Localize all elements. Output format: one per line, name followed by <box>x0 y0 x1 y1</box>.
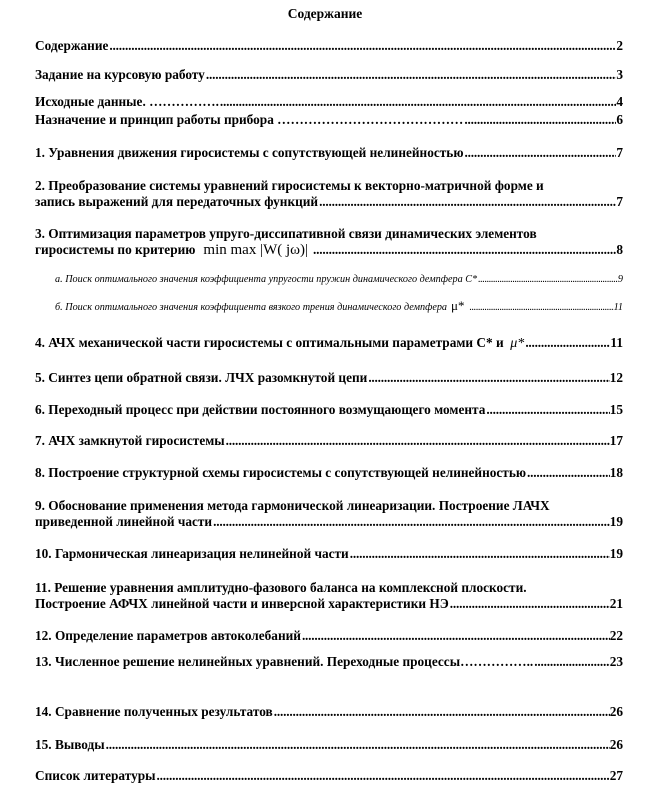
dot-leader <box>526 465 610 481</box>
toc-entry-page: 7 <box>616 194 623 209</box>
toc-entry-text: 12. Определение параметров автоколебаний <box>35 628 301 643</box>
dot-leader <box>469 301 614 315</box>
dot-leader <box>105 737 610 753</box>
toc-entry <box>35 704 623 720</box>
toc-entry <box>35 498 623 530</box>
dot-leader <box>449 596 610 612</box>
dot-leader <box>225 433 610 449</box>
criterion-formula: min max |W( jω)| <box>203 242 309 258</box>
toc-entry-page: 2 <box>616 38 623 53</box>
dot-leader <box>212 514 610 530</box>
toc-entry-text: 1. Уравнения движения гиросистемы с сопутствующей нелинейностью <box>35 145 464 160</box>
toc-entry <box>35 402 623 418</box>
toc-entry-text: 5. Синтез цепи обратной связи. ЛЧХ разомкнутой цепи <box>35 370 368 385</box>
toc-entry-page: 26 <box>609 704 623 719</box>
toc-entry-text: гиросистемы по критерию <box>35 242 196 257</box>
toc-entry-page: 9 <box>617 274 623 285</box>
toc-entry <box>35 178 623 210</box>
toc-entry-text: 13. Численное решение нелинейных уравнений. Переходные процессы…………….. <box>35 654 534 669</box>
dot-leader <box>524 335 610 351</box>
dot-leader <box>156 768 610 784</box>
toc-entry-text: приведенной линейной части <box>35 514 213 529</box>
toc-entry-page: 7 <box>616 145 623 160</box>
toc-entry-text: Исходные данные. ……………. <box>35 94 219 109</box>
dot-leader <box>312 242 616 258</box>
toc-entry-page: 21 <box>609 596 623 611</box>
page-title: Содержание <box>287 6 363 21</box>
toc-entry <box>35 433 623 449</box>
toc-entry <box>35 94 623 110</box>
toc-entry-page: 3 <box>616 67 623 82</box>
mu-symbol: μ* <box>510 336 525 351</box>
toc-entry <box>35 38 623 54</box>
toc-entry <box>35 67 623 83</box>
toc-entry-text: 6. Переходный процесс при действии постоянного возмущающего момента <box>35 402 486 417</box>
toc-entry-page: 12 <box>609 370 623 385</box>
toc-entry-text: 14. Сравнение полученных результатов <box>35 704 273 719</box>
dot-leader <box>301 628 610 644</box>
toc-entry <box>35 546 623 562</box>
toc-entry-text: Назначение и принцип работы прибора …………………………………… <box>35 112 464 127</box>
toc-entry-text: б. Поиск оптимального значения коэффициента вязкого трения динамического демпфера <box>55 302 448 313</box>
dot-leader <box>367 370 609 386</box>
toc-entry-text: 4. АЧХ механической части гиросистемы с оптимальными параметрами С* и <box>35 335 504 350</box>
dot-leader <box>108 38 616 54</box>
toc-entry-text: Задание на курсовую работу <box>35 67 205 82</box>
toc-entry-text: а. Поиск оптимального значения коэффициента упругости пружин динамического демпфера С* <box>55 274 478 285</box>
toc-entry-page: 26 <box>609 737 623 752</box>
dot-leader <box>477 273 618 287</box>
toc-subentry <box>55 273 623 287</box>
dot-leader <box>273 704 610 720</box>
toc-entry-text: 8. Построение структурной схемы гиросистемы с сопутствующей нелинейностью <box>35 465 527 480</box>
toc-entry <box>35 226 623 258</box>
toc-entry-text: 7. АЧХ замкнутой гиросистемы <box>35 433 225 448</box>
toc-entry <box>35 370 623 386</box>
toc-entry-page: 27 <box>609 768 623 783</box>
dot-leader <box>205 67 617 83</box>
dot-leader <box>485 402 609 418</box>
toc-entry-text: 10. Гармоническая линеаризация нелинейной части <box>35 546 349 561</box>
toc-entry <box>35 465 623 481</box>
toc-entry-page: 19 <box>609 546 623 561</box>
toc-entry-text-line1: 9. Обоснование применения метода гармонической линеаризации. Построение ЛАЧХ <box>35 498 550 513</box>
toc-entry-text: Список литературы <box>35 768 156 783</box>
toc-entry <box>35 112 623 128</box>
toc-entry-page: 23 <box>609 654 623 669</box>
toc-entry-text-line1: 11. Решение уравнения амплитудно-фазового баланса на комплексной плоскости. <box>35 580 527 595</box>
toc-entry-text: Построение АФЧХ линейной части и инверсной характеристики НЭ <box>35 596 449 611</box>
toc-entry-page: 11 <box>613 302 623 313</box>
toc-entry-page: 19 <box>609 514 623 529</box>
toc-entry-page: 8 <box>616 242 623 257</box>
toc-entry <box>35 654 623 670</box>
toc-entry-text-line1: 2. Преобразование системы уравнений гиросистемы к векторно-матричной форме и <box>35 178 544 193</box>
toc-entry <box>35 580 623 612</box>
toc-entry-page: 15 <box>609 402 623 417</box>
toc-entry <box>35 145 623 161</box>
toc-entry-text: 15. Выводы <box>35 737 105 752</box>
dot-leader <box>463 145 616 161</box>
toc-subentry <box>55 299 623 315</box>
dot-leader <box>463 112 616 128</box>
toc-entry-page: 6 <box>616 112 623 127</box>
toc-entry-text: запись выражений для передаточных функций <box>35 194 319 209</box>
mu-symbol: μ* <box>451 298 465 313</box>
dot-leader <box>533 654 609 670</box>
toc-entry-text-line1: 3. Оптимизация параметров упруго-диссипативной связи динамических элементов <box>35 226 537 241</box>
toc-entry <box>35 628 623 644</box>
dot-leader <box>349 546 610 562</box>
toc-entry <box>35 335 623 352</box>
toc-entry <box>35 737 623 753</box>
toc-entry-page: 18 <box>609 465 623 480</box>
toc-entry-page: 11 <box>610 335 623 350</box>
toc-entry-page: 22 <box>609 628 623 643</box>
toc-entry-text: Содержание <box>35 38 109 53</box>
dot-leader <box>318 194 616 210</box>
toc-entry-page: 4 <box>616 94 623 109</box>
dot-leader <box>219 94 616 110</box>
toc-entry-page: 17 <box>609 433 623 448</box>
toc-entry <box>35 768 623 784</box>
